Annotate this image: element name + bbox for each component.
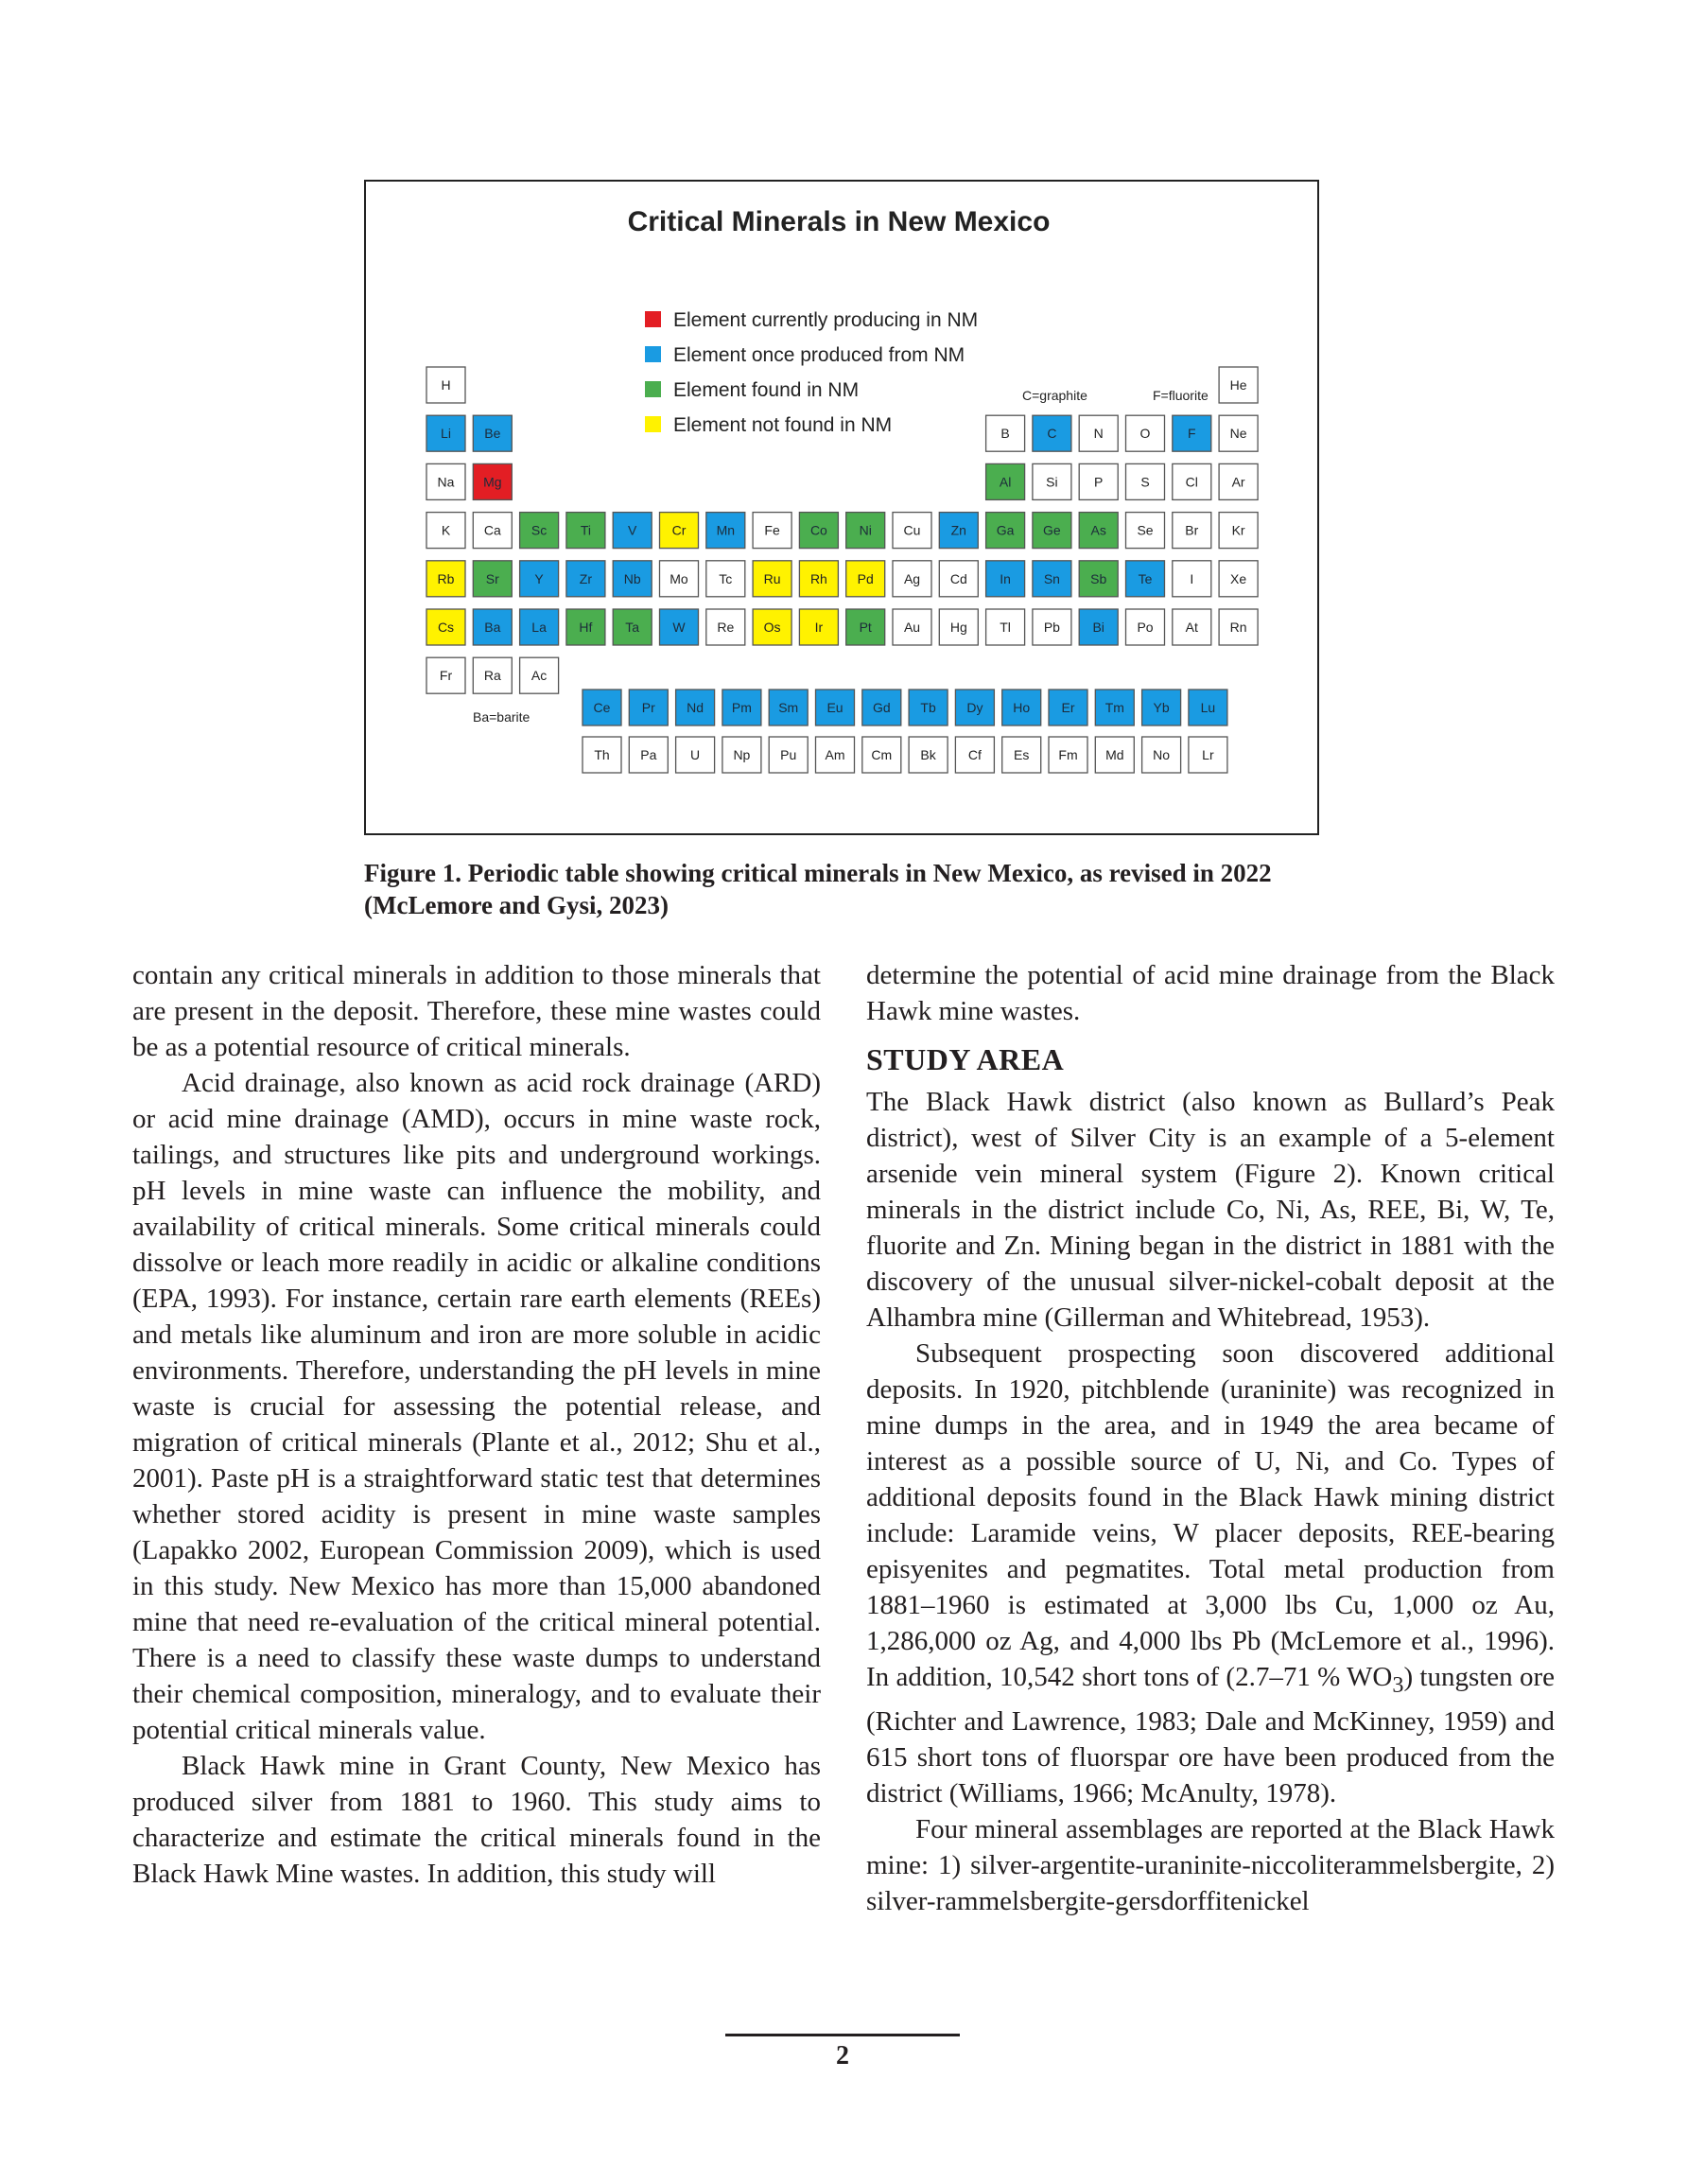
element-cell-hf xyxy=(566,609,605,645)
element-cell-au xyxy=(893,609,931,645)
page-number: 2 xyxy=(836,2041,849,2070)
element-symbol: Nd xyxy=(687,700,704,715)
paragraph xyxy=(866,1336,1555,1811)
element-cell-cl xyxy=(1173,463,1211,499)
element-symbol: Am xyxy=(825,747,845,762)
element-cell-ca xyxy=(473,513,512,549)
legend-swatch xyxy=(645,416,661,432)
element-cell-tc xyxy=(706,561,745,597)
element-cell-ce xyxy=(583,690,621,725)
element-symbol: Xe xyxy=(1230,570,1247,586)
element-symbol: Cl xyxy=(1185,474,1198,490)
element-symbol: C xyxy=(1047,426,1057,442)
paragraph: Black Hawk mine in Grant County, New Mexico has produced silver from 1881 to 1960. This study aims to characterize and estimate the critical minerals found in the Black Hawk Mine wastes. In addition, this study will xyxy=(132,1751,821,1889)
element-cell-mg xyxy=(473,463,512,499)
element-cell-bi xyxy=(1079,609,1118,645)
element-symbol: No xyxy=(1153,747,1171,762)
element-cell-sr xyxy=(473,561,512,597)
element-symbol: Gd xyxy=(872,700,891,715)
element-cell-ti xyxy=(566,513,605,549)
element-cell-co xyxy=(799,513,838,549)
element-cell-ge xyxy=(1033,513,1071,549)
element-symbol: Sn xyxy=(1043,570,1060,586)
element-symbol: Cm xyxy=(871,747,893,762)
paragraph: The Black Hawk district (also known as Bullard’s Peak district), west of Silver City is an example of a 5-element arsenide vein mineral system (Figure 2). Known critical minerals in the district include Co, Ni, As, REE, Bi, W, Te, fluorite and Zn. Mining began in the district in 1881 with the discovery of the unusual silver-nickel-cobalt deposit at the Alhambra mine (Gillerman and Whitebread, 1953). xyxy=(866,1087,1555,1333)
element-symbol: Md xyxy=(1105,747,1124,762)
element-cell-zn xyxy=(939,513,978,549)
element-symbol: Po xyxy=(1137,620,1154,635)
element-symbol: Tb xyxy=(920,700,936,715)
element-symbol: Cf xyxy=(967,747,982,762)
element-cell-pr xyxy=(629,690,668,725)
element-symbol: Sr xyxy=(485,570,499,586)
periodic-table-figure xyxy=(366,182,1317,833)
element-symbol: Ti xyxy=(580,522,591,538)
element-symbol: Sm xyxy=(778,700,799,715)
element-symbol: S xyxy=(1140,474,1150,490)
element-cell-nd xyxy=(676,690,715,725)
element-cell-rn xyxy=(1219,609,1258,645)
element-symbol: Ho xyxy=(1013,700,1031,715)
element-symbol: Rn xyxy=(1229,620,1247,635)
element-symbol: Cd xyxy=(949,570,967,586)
element-symbol: K xyxy=(441,522,451,538)
element-symbol: Fr xyxy=(439,668,453,684)
element-cell-ra xyxy=(473,657,512,693)
element-symbol: Se xyxy=(1137,522,1154,538)
element-symbol: Ar xyxy=(1231,474,1245,490)
element-cell-in xyxy=(986,561,1025,597)
element-symbol: B xyxy=(1000,426,1010,442)
element-cell-ne xyxy=(1219,415,1258,451)
element-symbol: Cs xyxy=(437,620,455,635)
element-symbol: Yb xyxy=(1153,700,1170,715)
element-symbol: Tl xyxy=(1000,620,1011,635)
element-cell-tb xyxy=(909,690,948,725)
text-run: ) tungsten ore (Richter and Lawrence, 1983; Dale and McKinney, 1959) and 615 short tons of fluorspar ore have been produced from the district (Williams, 1966; McAnulty, 1978). xyxy=(866,1662,1555,1808)
element-cell-ta xyxy=(613,609,652,645)
element-symbol: Ra xyxy=(483,668,501,684)
element-symbol: Ru xyxy=(763,570,781,586)
element-symbol: Bi xyxy=(1092,620,1104,635)
element-symbol: Zr xyxy=(579,570,593,586)
element-cell-pu xyxy=(769,737,808,773)
element-symbol: Tm xyxy=(1104,700,1124,715)
legend-label: Element not found in NM xyxy=(673,414,893,436)
element-cell-h xyxy=(426,367,465,403)
element-cell-cd xyxy=(939,561,978,597)
element-symbol: Dy xyxy=(966,700,983,715)
figure-frame xyxy=(364,180,1319,835)
element-cell-kr xyxy=(1219,513,1258,549)
element-cell-la xyxy=(520,609,559,645)
element-cell-pb xyxy=(1033,609,1071,645)
element-symbol: Fe xyxy=(764,522,780,538)
element-cell-sb xyxy=(1079,561,1118,597)
element-symbol: Co xyxy=(809,522,827,538)
paragraph: contain any critical minerals in addition to those minerals that are present in the deposit. Therefore, these mine wastes could be as a potential resource of critical minerals. xyxy=(132,960,821,1062)
element-symbol: Pd xyxy=(857,570,874,586)
element-symbol: Na xyxy=(437,474,455,490)
element-symbol: N xyxy=(1093,426,1104,442)
element-cell-cs xyxy=(426,609,465,645)
element-cell-cm xyxy=(862,737,901,773)
element-symbol: Os xyxy=(763,620,781,635)
element-cell-ar xyxy=(1219,463,1258,499)
element-cell-p xyxy=(1079,463,1118,499)
section-heading: STUDY AREA xyxy=(866,1042,1065,1076)
element-symbol: Zn xyxy=(950,522,966,538)
legend-swatch xyxy=(645,346,661,362)
element-cell-th xyxy=(583,737,621,773)
element-cell-pd xyxy=(846,561,885,597)
element-symbol: Bk xyxy=(920,747,936,762)
element-cell-po xyxy=(1126,609,1165,645)
element-symbol: Lu xyxy=(1200,700,1216,715)
element-cell-as xyxy=(1079,513,1118,549)
element-cell-fe xyxy=(753,513,791,549)
element-symbol: Li xyxy=(441,426,451,442)
element-symbol: In xyxy=(1000,570,1011,586)
element-cell-re xyxy=(706,609,745,645)
element-cell-pt xyxy=(846,609,885,645)
element-symbol: P xyxy=(1094,474,1104,490)
element-cell-y xyxy=(520,561,559,597)
element-cell-cf xyxy=(955,737,994,773)
element-cell-b xyxy=(986,415,1025,451)
element-symbol: Es xyxy=(1014,747,1030,762)
element-symbol: U xyxy=(690,747,701,762)
element-cell-na xyxy=(426,463,465,499)
element-cell-os xyxy=(753,609,791,645)
element-symbol: Hg xyxy=(949,620,967,635)
element-cell-er xyxy=(1049,690,1087,725)
element-cell-tm xyxy=(1095,690,1134,725)
element-symbol: Ni xyxy=(859,522,872,538)
element-symbol: Hf xyxy=(579,620,593,635)
element-symbol: Th xyxy=(594,747,610,762)
element-cell-be xyxy=(473,415,512,451)
element-cell-es xyxy=(1002,737,1041,773)
element-cell-cu xyxy=(893,513,931,549)
element-symbol: Mg xyxy=(483,474,502,490)
element-symbol: Eu xyxy=(826,700,844,715)
element-symbol: Si xyxy=(1046,474,1058,490)
element-cell-bk xyxy=(909,737,948,773)
element-cell-he xyxy=(1219,367,1258,403)
element-cell-br xyxy=(1173,513,1211,549)
element-cell-ir xyxy=(799,609,838,645)
element-cell-ba xyxy=(473,609,512,645)
element-cell-fm xyxy=(1049,737,1087,773)
element-symbol: Pm xyxy=(731,700,752,715)
element-symbol: O xyxy=(1139,426,1151,442)
figure-title: Critical Minerals in New Mexico xyxy=(627,206,1051,237)
element-cell-rb xyxy=(426,561,465,597)
element-symbol: Nb xyxy=(623,570,641,586)
right-column xyxy=(866,957,1555,1919)
element-symbol: Te xyxy=(1138,570,1153,586)
element-cell-ag xyxy=(893,561,931,597)
element-cell-al xyxy=(986,463,1025,499)
paragraph: Four mineral assemblages are reported at the Black Hawk mine: 1) silver-argentite-uraninite-niccoliterammelsbergite, 2) silver-rammelsbergite-gersdorffitenickel xyxy=(866,1813,1555,1916)
element-cell-md xyxy=(1095,737,1134,773)
element-symbol: Pb xyxy=(1043,620,1060,635)
element-symbol: H xyxy=(441,377,451,393)
element-symbol: Pu xyxy=(780,747,797,762)
element-cell-ni xyxy=(846,513,885,549)
element-symbol: Sc xyxy=(530,522,548,538)
element-cell-k xyxy=(426,513,465,549)
element-symbol: La xyxy=(531,620,547,635)
element-cell-hg xyxy=(939,609,978,645)
element-symbol: Ba xyxy=(484,620,501,635)
paragraph: Acid drainage, also known as acid rock drainage (ARD) or acid mine drainage (AMD), occurs in mine waste rock, tailings, and structures like pits and underground workings. pH levels in mine waste can influence the mobility, and availability of critical minerals. Some critical minerals could dissolve or leach more readily in acidic or alkaline conditions (EPA, 1993). For instance, certain rare earth elements (REEs) and metals like aluminum and iron are more soluble in acidic environments. Therefore, understanding the pH levels in mine waste is crucial for assessing the potential release, and migration of critical minerals (Plante et al., 2012; Shu et al., 2001). Paste pH is a straightforward static test that determines whether stored acidity is present in mine waste samples (Lapakko 2002, European Commission 2009), which is used in this study. New Mexico has more than 15,000 abandoned mine that need re-evaluation of the critical mineral potential. There is a need to classify these waste dumps to understand their chemical composition, mineralogy, and to evaluate their potential critical minerals value. xyxy=(132,1068,821,1745)
element-cell-si xyxy=(1033,463,1071,499)
element-cell-cr xyxy=(660,513,699,549)
caption-line-2: (McLemore and Gysi, 2023) xyxy=(364,891,669,919)
element-symbol: Ag xyxy=(903,570,921,586)
element-cell-o xyxy=(1126,415,1165,451)
element-cell-s xyxy=(1126,463,1165,499)
figure-caption xyxy=(364,857,1366,921)
element-symbol: As xyxy=(1090,522,1106,538)
element-symbol: Be xyxy=(484,426,501,442)
element-symbol: Pr xyxy=(641,700,655,715)
element-symbol: Cu xyxy=(903,522,921,538)
graphite-note: C=graphite xyxy=(1022,388,1087,403)
element-symbol: Ge xyxy=(1043,522,1061,538)
element-cell-c xyxy=(1033,415,1071,451)
element-symbol: Ga xyxy=(996,522,1015,538)
element-symbol: Pt xyxy=(859,620,872,635)
element-symbol: Ac xyxy=(530,668,548,684)
element-cell-w xyxy=(660,609,699,645)
element-cell-nb xyxy=(613,561,652,597)
element-cell-ru xyxy=(753,561,791,597)
legend-label: Element once produced from NM xyxy=(673,344,965,366)
element-cell-lr xyxy=(1189,737,1227,773)
element-symbol: W xyxy=(672,620,686,635)
legend xyxy=(645,309,978,436)
element-symbol: Br xyxy=(1185,522,1199,538)
element-symbol: Ce xyxy=(593,700,611,715)
element-cell-u xyxy=(676,737,715,773)
element-symbol: Sb xyxy=(1090,570,1107,586)
footer-rule xyxy=(725,2034,960,2036)
element-cell-mo xyxy=(660,561,699,597)
element-cell-lu xyxy=(1189,690,1227,725)
element-symbol: Fm xyxy=(1058,747,1078,762)
element-symbol: Cr xyxy=(671,522,687,538)
element-cell-ga xyxy=(986,513,1025,549)
element-symbol: F xyxy=(1188,426,1196,442)
element-cell-n xyxy=(1079,415,1118,451)
element-symbol: Mn xyxy=(716,522,736,538)
legend-label: Element currently producing in NM xyxy=(673,309,979,331)
element-symbol: Rb xyxy=(437,570,455,586)
element-cell-sc xyxy=(520,513,559,549)
subscript: 3 xyxy=(1392,1671,1404,1698)
element-symbol: Ne xyxy=(1229,426,1247,442)
element-symbol: At xyxy=(1185,620,1198,635)
element-symbol: Ta xyxy=(625,620,640,635)
paragraph: determine the potential of acid mine drainage from the Black Hawk mine wastes. xyxy=(866,960,1555,1026)
element-cell-np xyxy=(722,737,761,773)
element-symbol: Y xyxy=(534,570,544,586)
element-cell-pa xyxy=(629,737,668,773)
element-cell-zr xyxy=(566,561,605,597)
left-column xyxy=(132,957,821,1892)
element-cell-gd xyxy=(862,690,901,725)
element-symbol: Re xyxy=(717,620,735,635)
element-symbol: Ca xyxy=(483,522,501,538)
element-symbol: He xyxy=(1229,377,1247,393)
element-symbol: Lr xyxy=(1202,747,1214,762)
legend-swatch xyxy=(645,311,661,327)
element-symbol: Np xyxy=(733,747,751,762)
barite-note: Ba=barite xyxy=(473,709,530,725)
element-symbol: Ir xyxy=(814,620,824,635)
element-symbol: I xyxy=(1190,570,1194,586)
element-cell-xe xyxy=(1219,561,1258,597)
element-cell-pm xyxy=(722,690,761,725)
text-run: Subsequent prospecting soon discovered additional deposits. In 1920, pitchblende (uraninite) was recognized in mine dumps in the area, and in 1949 the area became of interest as a possible source of U, Ni, and Co. Types of additional deposits found in the Black Hawk mining district include: Laramide veins, W placer deposits, REE-bearing episyenites and pegmatites. Total metal production from 1881–1960 is estimated at 3,000 lbs Cu, 1,000 oz Au, 1,286,000 oz Ag, and 4,000 lbs Pb (McLemore et al., 1996). In addition, 10,542 short tons of (2.7–71 % WO xyxy=(866,1338,1555,1692)
element-symbol: Pa xyxy=(640,747,657,762)
element-symbol: Er xyxy=(1061,700,1075,715)
element-cell-ac xyxy=(520,657,559,693)
element-symbol: Tc xyxy=(719,570,733,586)
legend-swatch xyxy=(645,381,661,397)
element-cell-ho xyxy=(1002,690,1041,725)
fluorite-note: F=fluorite xyxy=(1153,388,1209,403)
element-cell-yb xyxy=(1142,690,1181,725)
element-cell-fr xyxy=(426,657,465,693)
element-cell-sn xyxy=(1033,561,1071,597)
element-cell-tl xyxy=(986,609,1025,645)
element-cell-sm xyxy=(769,690,808,725)
legend-label: Element found in NM xyxy=(673,379,860,401)
element-cell-te xyxy=(1126,561,1165,597)
element-symbol: Mo xyxy=(670,570,688,586)
element-symbol: V xyxy=(628,522,637,538)
element-cell-dy xyxy=(955,690,994,725)
element-cell-am xyxy=(816,737,855,773)
element-symbol: Kr xyxy=(1231,522,1245,538)
element-cell-se xyxy=(1126,513,1165,549)
element-cell-eu xyxy=(816,690,855,725)
element-cell-mn xyxy=(706,513,745,549)
element-cell-li xyxy=(426,415,465,451)
element-symbol: Al xyxy=(999,474,1012,490)
caption-line-1: Figure 1. Periodic table showing critical minerals in New Mexico, as revised in 2022 xyxy=(364,859,1272,887)
element-cell-at xyxy=(1173,609,1211,645)
element-cell-rh xyxy=(799,561,838,597)
element-symbol: Rh xyxy=(809,570,827,586)
element-cell-v xyxy=(613,513,652,549)
element-cell-i xyxy=(1173,561,1211,597)
element-symbol: Au xyxy=(903,620,921,635)
element-cell-no xyxy=(1142,737,1181,773)
element-cell-f xyxy=(1173,415,1211,451)
